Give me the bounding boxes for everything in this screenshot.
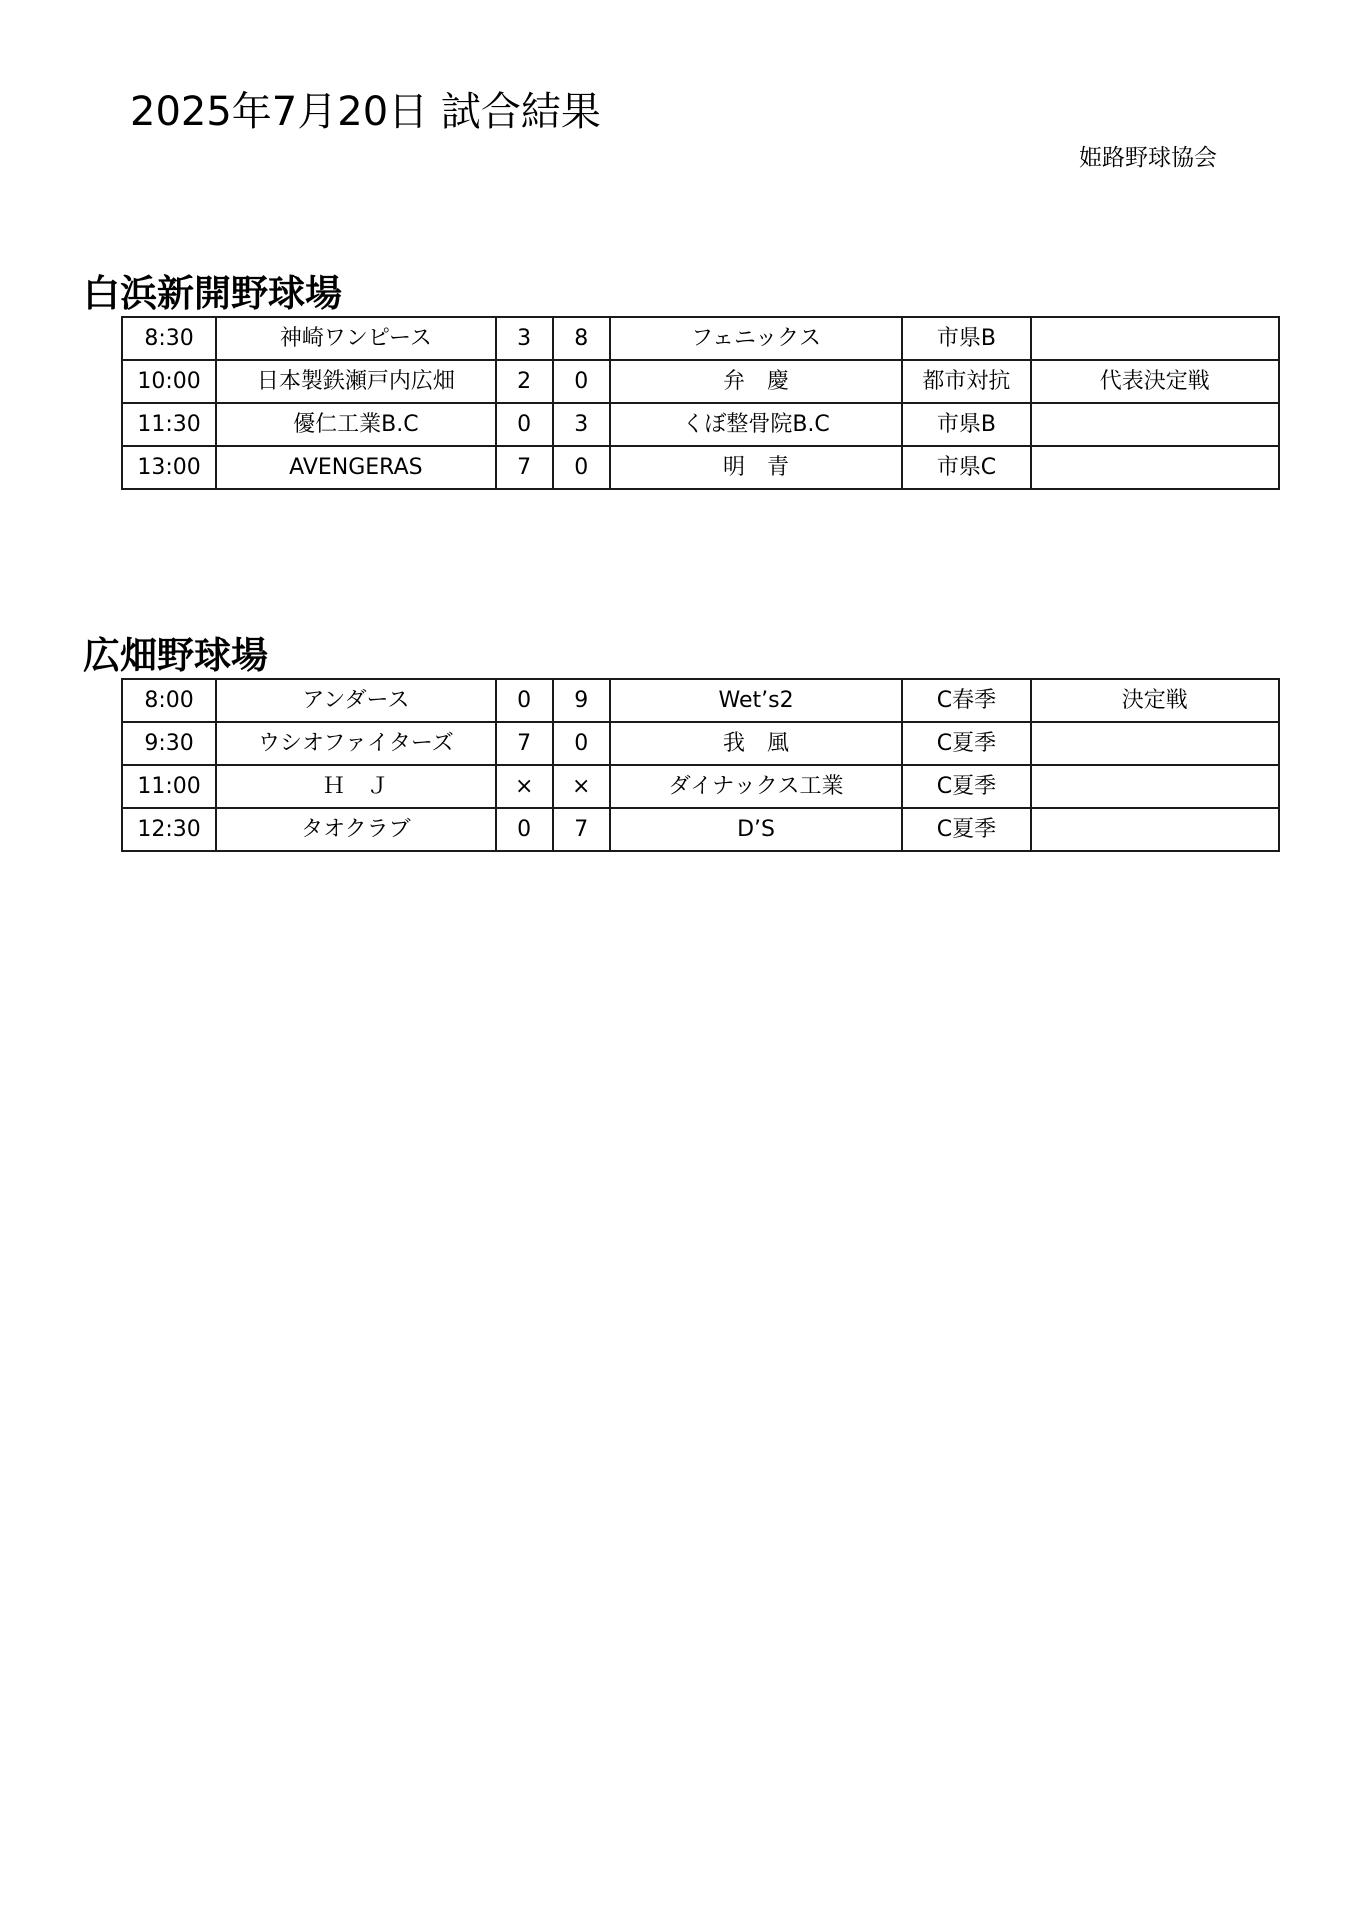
table-row <box>122 317 1279 360</box>
away-team: 弁 慶 <box>610 360 903 403</box>
league: 市県B <box>902 317 1030 360</box>
away-score: × <box>553 765 610 808</box>
home-team: 優仁工業B.C <box>216 403 495 446</box>
game-time: 9:30 <box>122 722 216 765</box>
away-team: Wet’s2 <box>610 679 903 722</box>
table-row <box>122 722 1279 765</box>
home-team: タオクラブ <box>216 808 495 851</box>
note <box>1031 808 1279 851</box>
home-score: × <box>496 765 553 808</box>
note <box>1031 403 1279 446</box>
venue-heading: 広畑野球場 <box>83 634 268 677</box>
away-score: 0 <box>553 360 610 403</box>
league: C夏季 <box>902 765 1030 808</box>
table-row <box>122 679 1279 722</box>
away-team: フェニックス <box>610 317 903 360</box>
note <box>1031 765 1279 808</box>
away-team: ダイナックス工業 <box>610 765 903 808</box>
league: 市県B <box>902 403 1030 446</box>
home-team: アンダース <box>216 679 495 722</box>
home-score: 7 <box>496 446 553 489</box>
away-score: 9 <box>553 679 610 722</box>
away-score: 3 <box>553 403 610 446</box>
home-team: 日本製鉄瀬戸内広畑 <box>216 360 495 403</box>
home-score: 2 <box>496 360 553 403</box>
note <box>1031 446 1279 489</box>
away-team: D’S <box>610 808 903 851</box>
game-time: 8:00 <box>122 679 216 722</box>
home-score: 0 <box>496 679 553 722</box>
venue-heading: 白浜新開野球場 <box>83 272 342 315</box>
game-time: 11:00 <box>122 765 216 808</box>
away-score: 0 <box>553 722 610 765</box>
away-score: 8 <box>553 317 610 360</box>
note <box>1031 722 1279 765</box>
home-team: Ｈ Ｊ <box>216 765 495 808</box>
league: C夏季 <box>902 722 1030 765</box>
game-time: 13:00 <box>122 446 216 489</box>
results-table <box>121 678 1280 852</box>
league: C春季 <box>902 679 1030 722</box>
table-row <box>122 808 1279 851</box>
home-score: 7 <box>496 722 553 765</box>
game-time: 11:30 <box>122 403 216 446</box>
game-time: 12:30 <box>122 808 216 851</box>
home-score: 0 <box>496 403 553 446</box>
away-team: 我 風 <box>610 722 903 765</box>
game-time: 10:00 <box>122 360 216 403</box>
organization-name: 姫路野球協会 <box>1079 145 1217 171</box>
results-table <box>121 316 1280 490</box>
league: 市県C <box>902 446 1030 489</box>
home-score: 0 <box>496 808 553 851</box>
home-team: ウシオファイターズ <box>216 722 495 765</box>
home-team: AVENGERAS <box>216 446 495 489</box>
note <box>1031 317 1279 360</box>
league: C夏季 <box>902 808 1030 851</box>
away-score: 0 <box>553 446 610 489</box>
table-row <box>122 403 1279 446</box>
table-row <box>122 446 1279 489</box>
note: 決定戦 <box>1031 679 1279 722</box>
game-time: 8:30 <box>122 317 216 360</box>
home-score: 3 <box>496 317 553 360</box>
note: 代表決定戦 <box>1031 360 1279 403</box>
table-row <box>122 360 1279 403</box>
page-title: 2025年7月20日 試合結果 <box>130 89 601 135</box>
home-team: 神崎ワンピース <box>216 317 495 360</box>
away-score: 7 <box>553 808 610 851</box>
league: 都市対抗 <box>902 360 1030 403</box>
away-team: くぼ整骨院B.C <box>610 403 903 446</box>
away-team: 明 青 <box>610 446 903 489</box>
table-row <box>122 765 1279 808</box>
